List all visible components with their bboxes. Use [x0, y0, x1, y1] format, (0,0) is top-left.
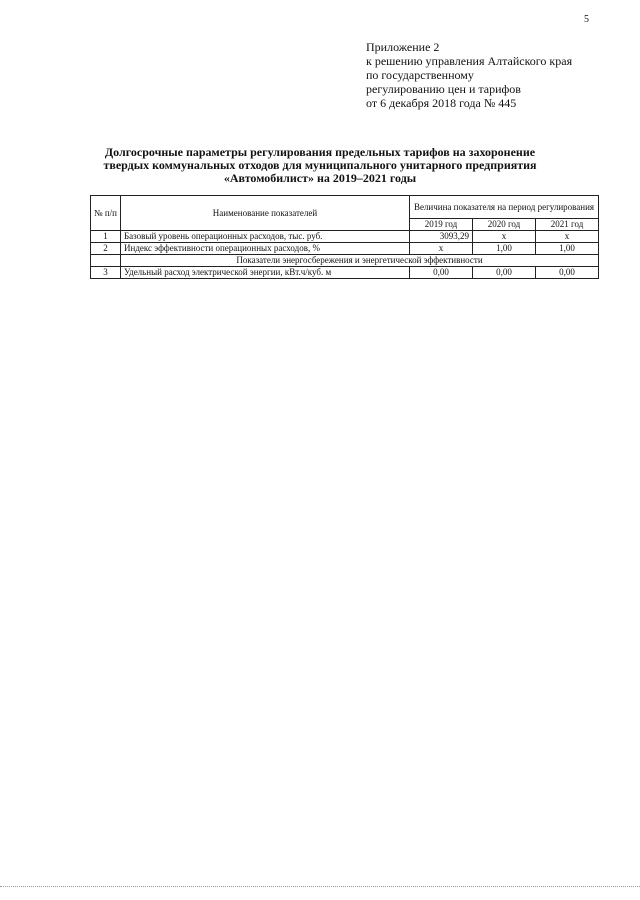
header-num: № п/п [91, 196, 121, 231]
row-value-2021: 1,00 [536, 243, 599, 255]
title-line: твердых коммунальных отходов для муниципального унитарного предприятия [103, 158, 537, 172]
row-value-2021: х [536, 231, 599, 243]
row-num: 1 [91, 231, 121, 243]
section-num-cell [91, 255, 121, 267]
table-header-row [91, 196, 599, 219]
row-value-2019: 3093,29 [410, 231, 473, 243]
appendix-line: регулированию цен и тарифов [366, 82, 521, 96]
header-period: Величина показателя на период регулирования [410, 196, 599, 219]
header-year-2019: 2019 год [410, 219, 473, 231]
appendix-block [366, 40, 572, 110]
table-row [91, 243, 599, 255]
section-title: Показатели энергосбережения и энергетической эффективности [121, 255, 599, 267]
page-number: 5 [584, 14, 589, 25]
header-year-2021: 2021 год [536, 219, 599, 231]
header-year-2020: 2020 год [473, 219, 536, 231]
appendix-line: по государственному [366, 68, 474, 82]
row-name: Удельный расход электрической энергии, кВт.ч/куб. м [121, 267, 410, 279]
row-num: 2 [91, 243, 121, 255]
row-name: Базовый уровень операционных расходов, тыс. руб. [121, 231, 410, 243]
table-section-row [91, 255, 599, 267]
table-row [91, 231, 599, 243]
appendix-line: к решению управления Алтайского края [366, 54, 573, 68]
row-num: 3 [91, 267, 121, 279]
row-value-2020: 0,00 [473, 267, 536, 279]
row-value-2020: 1,00 [473, 243, 536, 255]
header-name: Наименование показателей [121, 196, 410, 231]
appendix-line: Приложение 2 [366, 40, 440, 54]
title-line: Долгосрочные параметры регулирования предельных тарифов на захоронение [104, 145, 536, 159]
bottom-dotted-line [0, 886, 640, 887]
row-value-2019: 0,00 [410, 267, 473, 279]
table-row [91, 267, 599, 279]
row-value-2020: х [473, 231, 536, 243]
parameters-table [90, 195, 599, 279]
appendix-line: от 6 декабря 2018 года № 445 [366, 96, 517, 110]
document-title [90, 146, 550, 185]
row-value-2021: 0,00 [536, 267, 599, 279]
title-line: «Автомобилист» на 2019–2021 годы [223, 171, 417, 185]
row-value-2019: х [410, 243, 473, 255]
row-name: Индекс эффективности операционных расходов, % [121, 243, 410, 255]
